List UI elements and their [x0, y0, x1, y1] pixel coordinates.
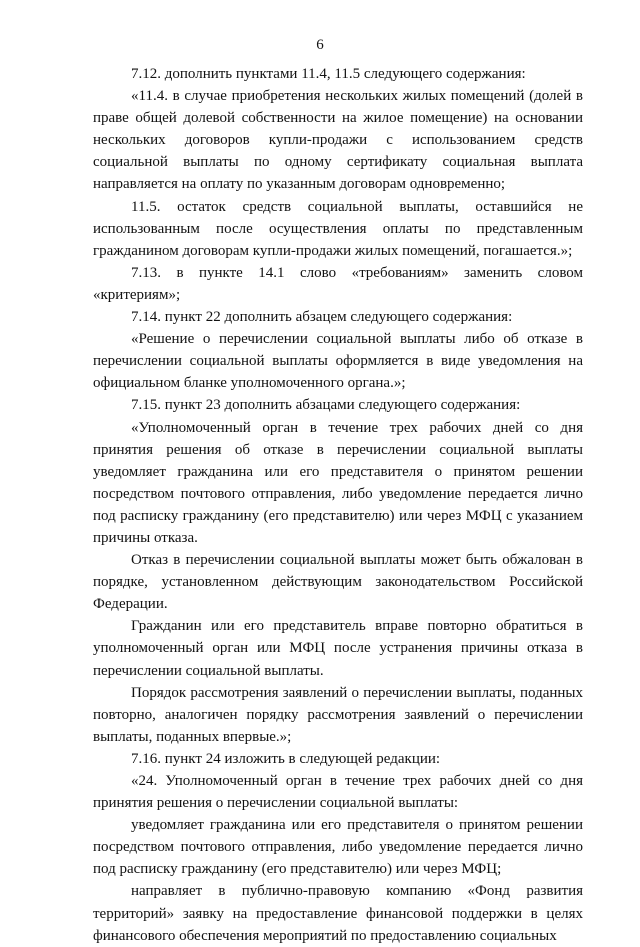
paragraph-appeal: Отказ в перечислении социальной выплаты может быть обжалован в порядке, установленном действующим законодательством Российской Федерации. — [93, 552, 583, 613]
paragraph-decision-text: «Решение о перечислении социальной выплаты либо об отказе в перечислении социальной выплаты оформляется в виде уведомления на официальном бланке уполномоченного органа.»; — [93, 331, 583, 392]
paragraph-7-12: 7.12. дополнить пунктами 11.4, 11.5 следующего содержания: — [131, 66, 526, 82]
paragraph-sends: направляет в публично-правовую компанию «Фонд развития территорий» заявку на предоставление финансовой поддержки в целях финансового обеспечения мероприятий по предоставлению социальных — [93, 883, 583, 944]
paragraph-review-order: Порядок рассмотрения заявлений о перечислении выплаты, поданных повторно, аналогичен порядку рассмотрения заявлений о перечислении выплаты, поданных впервые.»; — [93, 684, 583, 745]
page-number: 6 — [316, 37, 324, 53]
paragraph-7-15: 7.15. пункт 23 дополнить абзацами следующего содержания: — [131, 397, 521, 414]
paragraph-7-16: 7.16. пункт 24 изложить в следующей редакции: — [131, 750, 441, 767]
paragraph-notifies: уведомляет гражданина или его представителя о принятом решении посредством почтового отправления, либо уведомление передается лично под расписку гражданину (его представителю) или через МФЦ; — [93, 817, 583, 878]
paragraph-11-4: «11.4. в случае приобретения нескольких жилых помещений (долей в праве общей долевой собственности на жилое помещение) на основании нескольких договоров купли-продажи с использованием средств социальной выплаты по одному сертификату социальная выплата направляется на оплату по указанным договорам одновременно; — [93, 88, 583, 193]
paragraph-24: «24. Уполномоченный орган в течение трех рабочих дней со дня принятия решения о перечислении социальной выплаты: — [93, 773, 583, 812]
paragraph-refusal-notice: «Уполномоченный орган в течение трех рабочих дней со дня принятия решения об отказе в перечислении социальной выплаты уведомляет гражданина или его представителя о принятом решении посредством почтового отправления, либо уведомление передается лично под расписку гражданину (его представителю) или через МФЦ с указанием причины отказа. — [93, 419, 583, 546]
paragraph-11-5: 11.5. остаток средств социальной выплаты, оставшийся не использованным после осуществления оплаты по представленным гражданином договорам купли-продажи жилых помещений, погашается.»; — [93, 198, 583, 259]
paragraph-7-13: 7.13. в пункте 14.1 слово «требованиям» заменить словом «критериям»; — [93, 264, 583, 303]
paragraph-reapply: Гражданин или его представитель вправе повторно обратиться в уполномоченный орган или МФЦ после устранения причины отказа в перечислении социальной выплаты. — [93, 618, 583, 679]
paragraph-7-14: 7.14. пункт 22 дополнить абзацем следующего содержания: — [131, 309, 513, 326]
document-body — [93, 63, 583, 947]
